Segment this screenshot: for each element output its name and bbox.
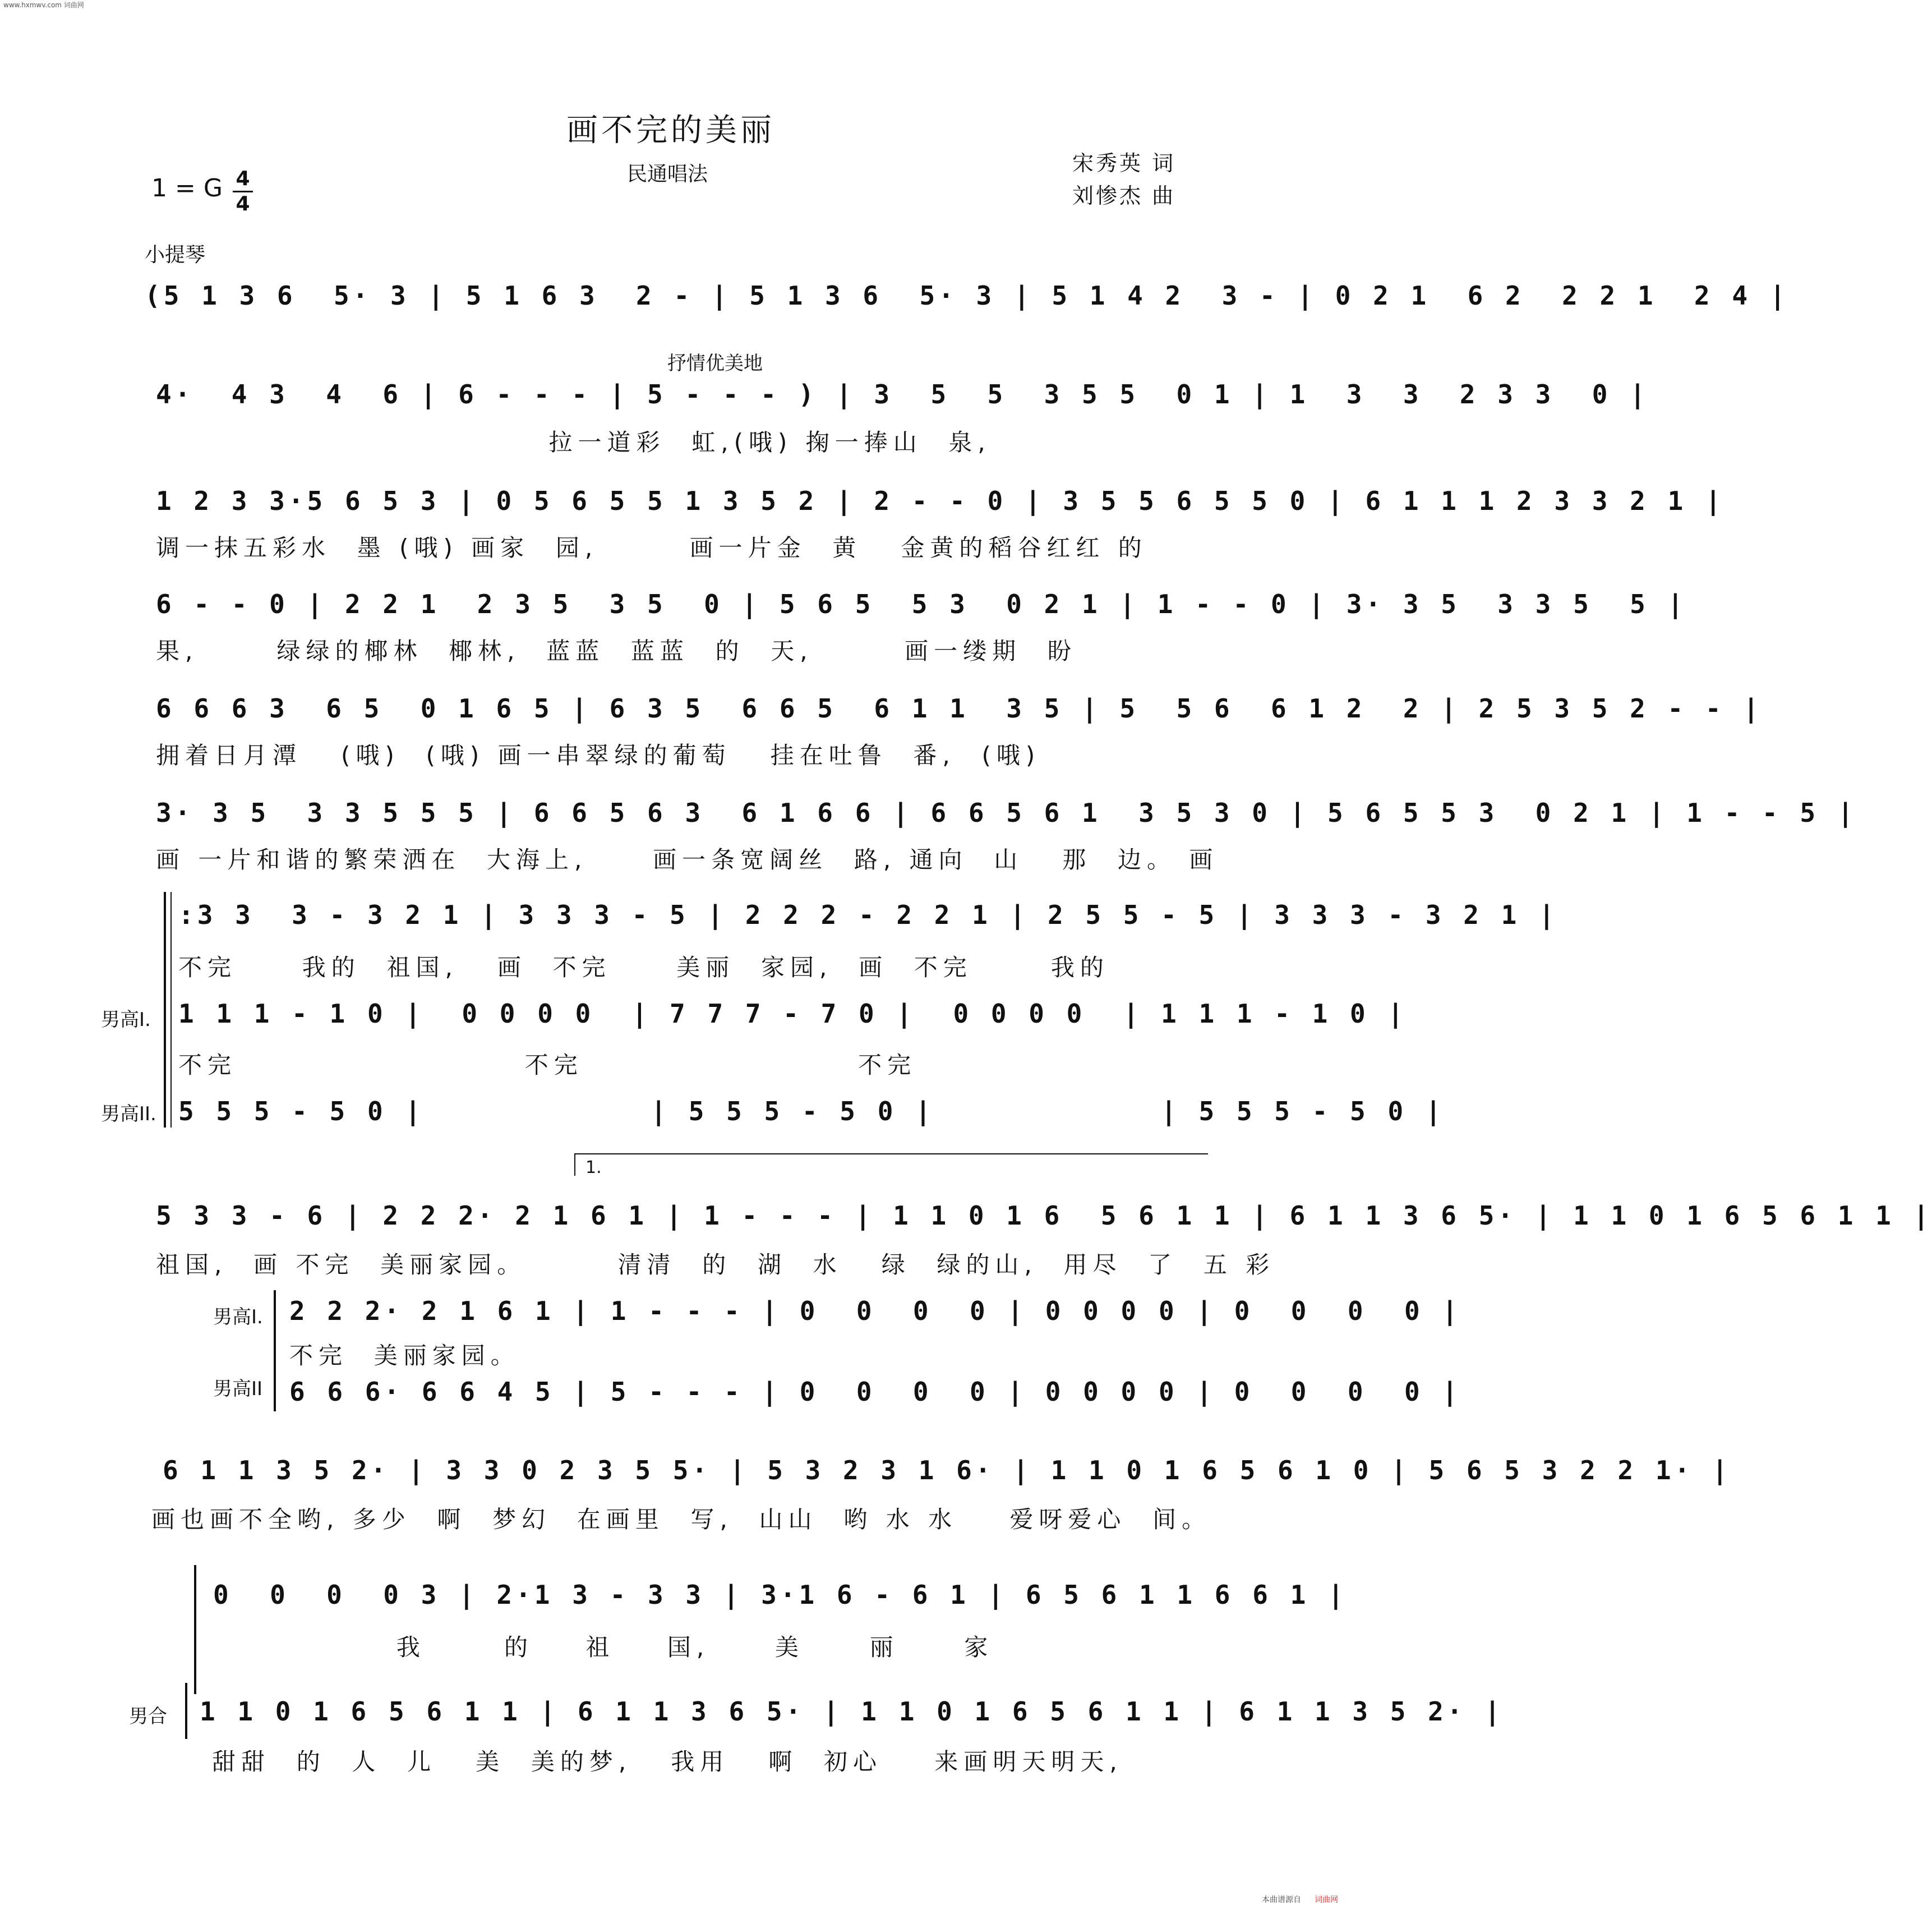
lyrics-row-3: 调一抹五彩水 墨 (哦) 画家 园, 画一片金 黄 金黄的稻谷红红 的 (156, 534, 1147, 562)
lyrics-row-2: 拉一道彩 虹,(哦) 掬一捧山 泉, (156, 429, 991, 456)
lyrics-row-13: 画也画不全哟, 多少 啊 梦幻 在画里 写, 山山 哟 水 水 爱呀爱心 间。 (151, 1506, 1211, 1533)
time-bottom: 4 (236, 192, 250, 215)
male-chorus-bracket (185, 1683, 187, 1739)
composer-credit: 刘惨杰 曲 (1072, 183, 1176, 208)
footer-source-text: 本曲谱源自 (1262, 1895, 1301, 1904)
lyrics-row-11: 不完 美丽家园。 (289, 1342, 520, 1369)
score-notes-row-13: 6 1 1 3 5 2· | 3 3 0 2 3 5 5· | 5 3 2 3 1 6· | 1 1 0 1 6 5 6 1 0 | 5 6 5 3 2 2 1· | (163, 1455, 1731, 1485)
repeat-bracket (164, 892, 166, 1128)
key-signature: 1 = G (151, 174, 223, 203)
score-notes-row-2: 4· 4 3 4 6 | 6 - - - | 5 - - - ) | 3 5 5 3 5 5 0 1 | 1 3 3 2 3 3 0 | (156, 379, 1649, 409)
voice-label-male-high-1: 男高I. (101, 1009, 151, 1031)
score-notes-row-15: 1 1 0 1 6 5 6 1 1 | 6 1 1 3 6 5· | 1 1 0 1 6 5 6 1 1 | 6 1 1 3 5 2· | (200, 1696, 1504, 1727)
score-notes-row-11: 2 2 2· 2 1 6 1 | 1 - - - | 0 0 0 0 | 0 0 0 0 | 0 0 0 0 | (289, 1296, 1461, 1326)
expression-mark: 抒情优美地 (667, 352, 763, 375)
voice-label-male-high-2: 男高II. (101, 1103, 156, 1125)
voice-label-male-high-1b: 男高I. (213, 1306, 263, 1328)
final-system-line (194, 1565, 196, 1694)
score-notes-row-3: 1 2 3 3·5 6 5 3 | 0 5 6 5 5 1 3 5 2 | 2 - - 0 | 3 5 5 6 5 5 0 | 6 1 1 1 2 3 3 2 1 | (156, 486, 1724, 516)
volta-bracket (574, 1153, 1208, 1154)
score-notes-row-12: 6 6 6· 6 6 4 5 | 5 - - - | 0 0 0 0 | 0 0 0 0 | 0 0 0 0 | (289, 1377, 1461, 1407)
intro-instrument-label: 小提琴 (145, 243, 206, 266)
repeat-line (170, 892, 172, 1128)
lyrics-row-8: 不完 不完 不完 (178, 1051, 917, 1079)
lyrics-row-4: 果, 绿绿的椰林 椰林, 蓝蓝 蓝蓝 的 天, 画一缕期 盼 (156, 637, 1077, 665)
voice-label-male-chorus: 男合 (129, 1705, 167, 1728)
score-notes-row-14: 0 0 0 0 3 | 2·1 3 - 3 3 | 3·1 6 - 6 1 | 6 5 6 1 1 6 6 1 | (213, 1580, 1347, 1610)
footer-logo: 词曲网 (1315, 1895, 1338, 1904)
lyrics-row-15: 甜甜 的 人 儿 美 美的梦, 我用 啊 初心 来画明天明天, (212, 1748, 1123, 1775)
lyrics-row-7: 不完 我的 祖国, 画 不完 美丽 家园, 画 不完 我的 (178, 954, 1109, 981)
score-notes-row-5: 6 6 6 3 6 5 0 1 6 5 | 6 3 5 6 6 5 6 1 1 3 5 | 5 5 6 6 1 2 2 | 2 5 3 5 2 - - | (156, 693, 1763, 724)
song-title: 画不完的美丽 (566, 112, 775, 149)
score-notes-row-1: (5 1 3 6 5· 3 | 5 1 6 3 2 - | 5 1 3 6 5· 3 | 5 1 4 2 3 - | 0 2 1 6 2 2 2 1 2 4 | (145, 280, 1789, 311)
score-notes-row-10: 5 3 3 - 6 | 2 2 2· 2 1 6 1 | 1 - - - | 1 1 0 1 6 5 6 1 1 | 6 1 1 3 6 5· | 1 1 0 1 6 5 6 1 1 | (156, 1200, 1932, 1231)
score-notes-row-6: 3· 3 5 3 3 5 5 5 | 6 6 5 6 3 6 1 6 6 | 6 6 5 6 1 3 5 3 0 | 5 6 5 5 3 0 2 1 | 1 - - 5 | (156, 798, 1857, 828)
score-notes-row-8: 1 1 1 - 1 0 | 0 0 0 0 | 7 7 7 - 7 0 | 0 0 0 0 | 1 1 1 - 1 0 | (178, 998, 1407, 1029)
time-signature (233, 168, 253, 215)
lyrics-row-10: 祖国, 画 不完 美丽家园。 清清 的 湖 水 绿 绿的山, 用尽 了 五 彩 (156, 1251, 1275, 1278)
score-notes-row-4: 6 - - 0 | 2 2 1 2 3 5 3 5 0 | 5 6 5 5 3 0 2 1 | 1 - - 0 | 3· 3 5 3 3 5 5 | (156, 589, 1687, 619)
lyricist-credit: 宋秀英 词 (1072, 151, 1176, 176)
voice-label-male-high-2b: 男高II (213, 1378, 263, 1400)
lyrics-row-6: 画 一片和谐的繁荣洒在 大海上, 画一条宽阔丝 路, 通向 山 那 边。 画 (156, 846, 1219, 873)
male-parts-bracket (274, 1290, 276, 1411)
time-top: 4 (236, 167, 250, 190)
song-subtitle: 民通唱法 (627, 163, 708, 186)
site-text: www.hxmwv.com 词曲网 (3, 1, 84, 9)
volta-label: 1. (585, 1158, 602, 1177)
volta-bracket-left (574, 1153, 575, 1176)
score-notes-row-7: :3 3 3 - 3 2 1 | 3 3 3 - 5 | 2 2 2 - 2 2 1 | 2 5 5 - 5 | 3 3 3 - 3 2 1 | (178, 900, 1558, 930)
lyrics-row-5: 拥着日月潭 (哦) (哦) 画一串翠绿的葡萄 挂在吐鲁 番, (哦) (156, 742, 1041, 769)
score-notes-row-9: 5 5 5 - 5 0 | | 5 5 5 - 5 0 | | 5 5 5 - 5 0 | (178, 1096, 1445, 1126)
lyrics-row-14: 我 的 祖 国, 美 丽 家 (213, 1633, 994, 1661)
